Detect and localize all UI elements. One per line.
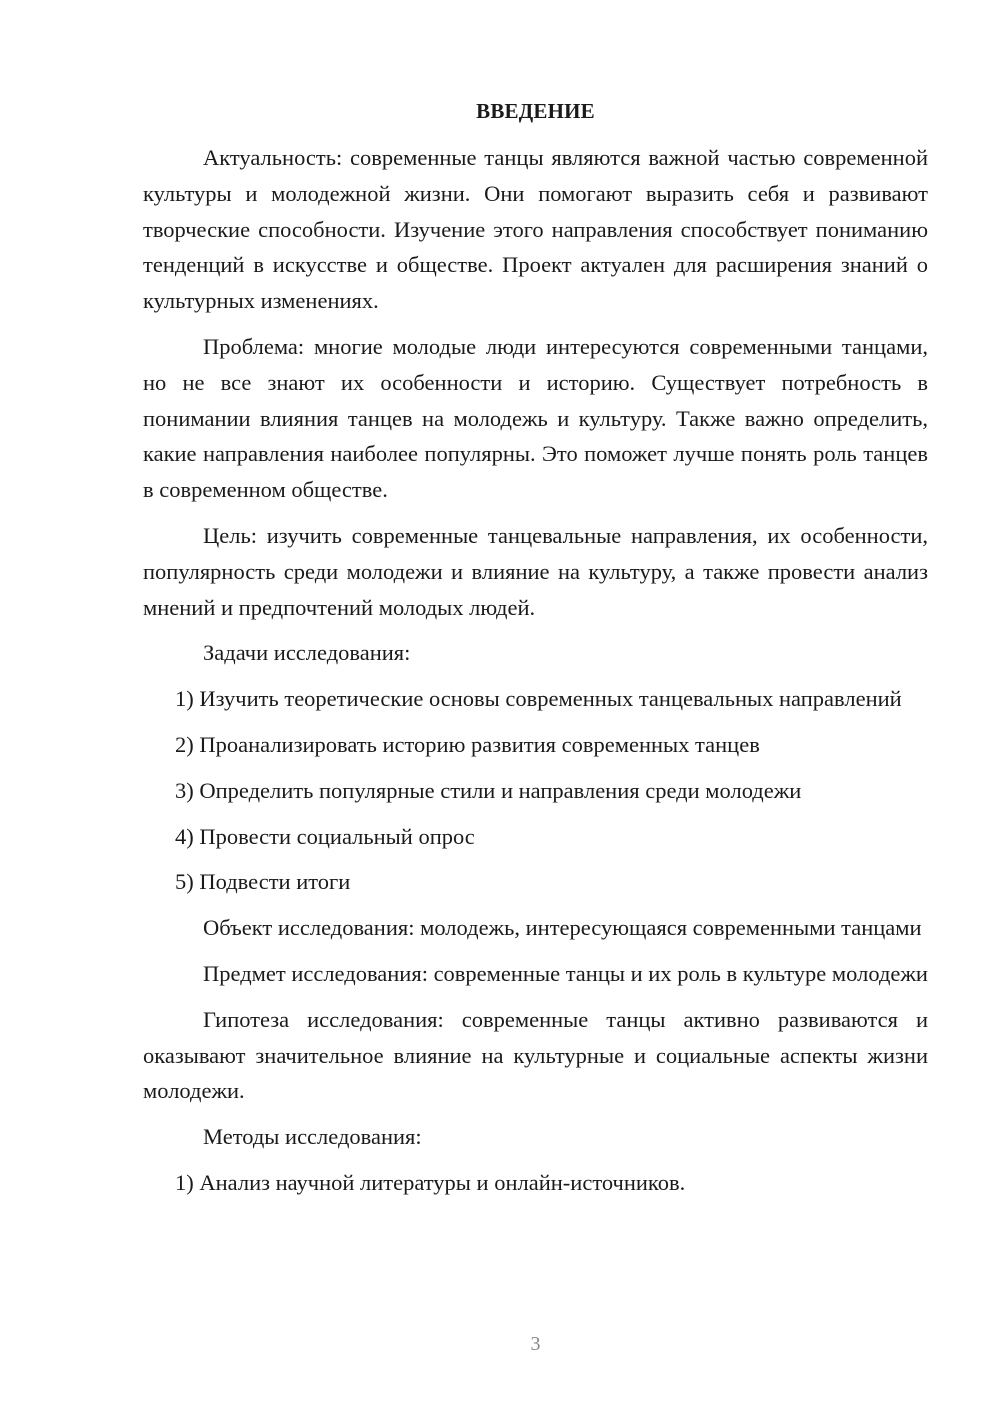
document-page: [143, 0, 928, 1414]
goal-paragraph: Цель: изучить современные танцевальные направления, их особенности, популярность среди молодежи и влияние на культуру, а также провести анализ мнений и предпочтений молодых людей.: [143, 522, 928, 620]
relevance-paragraph: Актуальность: современные танцы являются важной частью современной культуры и молодежной жизни. Они помогают выразить себя и развивают творческие способности. Изучение этого направления способствует пониманию тенденций в искусстве и обществе. Проект актуален для расширения знаний о культурных изменениях.: [143, 145, 928, 314]
hypothesis-paragraph: Гипотеза исследования: современные танцы активно развиваются и оказывают значительное влияние на культурные и социальные аспекты жизни молодежи.: [143, 1006, 928, 1104]
task-item: 1) Изучить теоретические основы современных танцевальных направлений: [175, 686, 902, 712]
page-title: ВВЕДЕНИЕ: [476, 99, 595, 123]
method-item: 1) Анализ научной литературы и онлайн-источников.: [175, 1169, 686, 1195]
subject-paragraph: Предмет исследования: современные танцы и их роль в культуре молодежи: [203, 960, 928, 986]
page-number: [143, 1333, 928, 1356]
task-item: 3) Определить популярные стили и направления среди молодежи: [175, 777, 802, 803]
task-item: 2) Проанализировать историю развития современных танцев: [175, 731, 760, 757]
problem-paragraph: Проблема: многие молодые люди интересуются современными танцами, но не все знают их особенности и историю. Существует потребность в понимании влияния танцев на молодежь и культуру. Также важно определить, какие направления наиболее популярны. Это поможет лучше понять роль танцев в современном обществе.: [143, 333, 928, 503]
document-body: [143, 140, 928, 1211]
task-item: 5) Подвести итоги: [175, 869, 351, 895]
tasks-title: Задачи исследования:: [203, 640, 411, 666]
methods-title: Методы исследования:: [203, 1124, 422, 1150]
task-item: 4) Провести социальный опрос: [175, 823, 475, 849]
object-paragraph: Объект исследования: молодежь, интересующаяся современными танцами: [203, 915, 922, 941]
page-number-text: 3: [530, 1333, 541, 1355]
